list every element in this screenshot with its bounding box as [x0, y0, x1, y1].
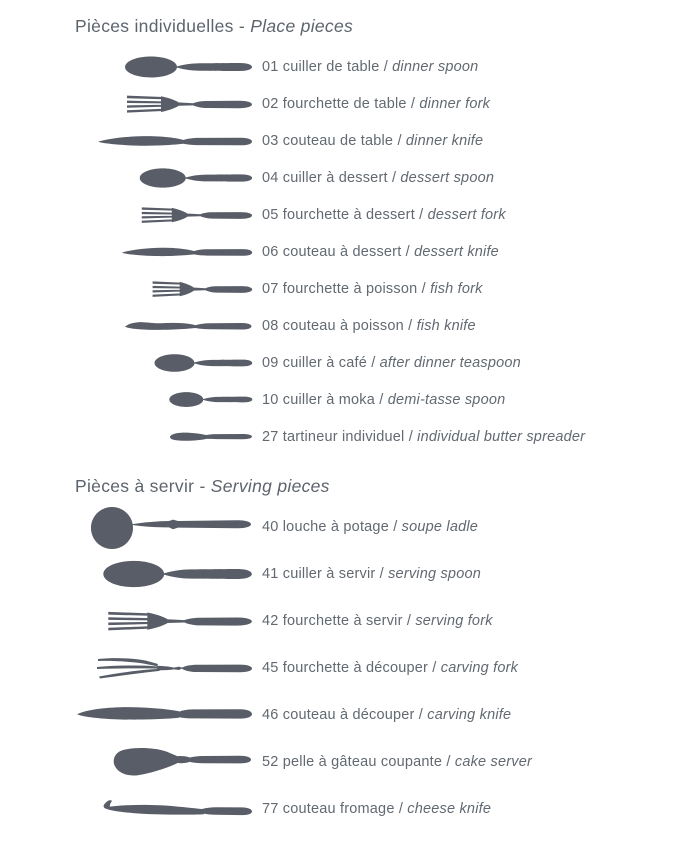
item-name-fr: couteau à dessert [282, 243, 402, 260]
icon-cell [0, 353, 253, 373]
fish-fork-icon [151, 279, 253, 299]
item-row-08 [0, 307, 674, 344]
after-dinner-teaspoon-icon [153, 353, 253, 373]
item-name-en: carving fork [440, 659, 519, 676]
separator: / [432, 659, 437, 676]
icon-cell [0, 205, 253, 225]
item-row-09 [0, 344, 674, 381]
item-label [262, 59, 478, 75]
item-label [262, 707, 511, 723]
item-row-05 [0, 196, 674, 233]
section-title-fr: Pièces individuelles [75, 16, 234, 36]
item-code: 05 [262, 206, 279, 223]
icon-cell [0, 279, 253, 299]
item-code: 46 [262, 706, 279, 723]
cheese-knife-icon [96, 798, 253, 820]
item-row-03 [0, 122, 674, 159]
item-name-fr: louche à potage [282, 518, 389, 535]
soup-ladle-icon [89, 504, 253, 550]
icon-cell [0, 430, 253, 443]
item-code: 07 [262, 280, 279, 297]
item-code: 52 [262, 753, 279, 770]
item-name-en: demi-tasse spoon [387, 391, 506, 408]
item-name-fr: fourchette à découper [282, 659, 429, 676]
icon-cell [0, 133, 253, 149]
separator: / [391, 169, 397, 186]
cake-server-icon [111, 745, 253, 779]
item-name-fr: couteau à découper [282, 706, 415, 723]
item-row-42 [0, 597, 674, 644]
item-code: 06 [262, 243, 279, 260]
item-name-fr: couteau fromage [282, 800, 395, 817]
item-code: 42 [262, 612, 279, 629]
dessert-fork-icon [140, 205, 253, 225]
item-label [262, 281, 483, 297]
item-row-45 [0, 644, 674, 691]
item-name-fr: fourchette à servir [282, 612, 403, 629]
item-name-en: dessert knife [414, 243, 499, 260]
dinner-spoon-icon [123, 55, 253, 79]
icon-cell [0, 93, 253, 115]
item-name-en: serving fork [415, 612, 493, 629]
item-name-en: fish knife [416, 317, 476, 334]
item-code: 01 [262, 58, 279, 75]
item-label [262, 318, 476, 334]
item-label [262, 801, 491, 817]
title-separator: - [199, 476, 206, 496]
item-code: 04 [262, 169, 279, 186]
item-name-en: cake server [454, 753, 533, 770]
item-name-en: dinner knife [405, 132, 484, 149]
place-pieces-list [0, 48, 674, 455]
item-label [262, 96, 490, 112]
separator: / [446, 753, 451, 770]
item-name-fr: cuiller à café [282, 354, 367, 371]
item-name-fr: cuiller à moka [282, 391, 376, 408]
icon-cell [0, 55, 253, 79]
item-row-10 [0, 381, 674, 418]
item-name-en: soupe ladle [401, 518, 479, 535]
separator: / [371, 354, 376, 371]
item-name-fr: couteau à poisson [282, 317, 404, 334]
section-title-serving-pieces [0, 476, 674, 497]
item-name-en: individual butter spreader [417, 428, 586, 445]
item-label [262, 170, 494, 186]
item-row-04 [0, 159, 674, 196]
item-name-en: serving spoon [388, 565, 481, 582]
item-row-41 [0, 550, 674, 597]
icon-cell [0, 609, 253, 633]
item-row-40 [0, 503, 674, 550]
separator: / [398, 800, 404, 817]
item-name-fr: cuiller à dessert [282, 169, 388, 186]
dessert-spoon-icon [138, 167, 253, 189]
dinner-fork-icon [125, 93, 253, 115]
item-row-02 [0, 85, 674, 122]
item-code: 09 [262, 354, 279, 371]
item-label [262, 244, 499, 260]
item-label [262, 355, 521, 371]
item-label [262, 660, 518, 676]
section-title-en: Place pieces [250, 16, 354, 36]
item-label [262, 133, 483, 149]
serving-fork-icon [106, 609, 253, 633]
item-name-fr: cuiller de table [282, 58, 380, 75]
item-label [262, 519, 478, 535]
item-label [262, 207, 506, 223]
item-code: 40 [262, 518, 279, 535]
item-code: 03 [262, 132, 279, 149]
icon-cell [0, 391, 253, 408]
separator: / [379, 391, 384, 408]
item-name-en: dinner fork [419, 95, 491, 112]
item-name-fr: pelle à gâteau coupante [282, 753, 443, 770]
item-name-fr: tartineur individuel [282, 428, 405, 445]
section-title-place-pieces [0, 0, 674, 37]
item-label [262, 566, 481, 582]
section-title-en: Serving pieces [210, 476, 330, 496]
item-label [262, 754, 532, 770]
item-name-fr: fourchette à poisson [282, 280, 418, 297]
icon-cell [0, 167, 253, 189]
icon-cell [0, 504, 253, 550]
icon-cell [0, 745, 253, 779]
item-row-27 [0, 418, 674, 455]
carving-fork-icon [96, 655, 253, 681]
dinner-knife-icon [97, 133, 253, 149]
item-name-en: dessert fork [427, 206, 506, 223]
item-label [262, 392, 505, 408]
separator: / [406, 612, 412, 629]
separator: / [408, 428, 413, 445]
separator: / [379, 565, 384, 582]
item-row-46 [0, 691, 674, 738]
item-name-fr: cuiller à servir [282, 565, 376, 582]
serving-pieces-list [0, 503, 674, 832]
item-label [262, 429, 585, 445]
fish-knife-icon [123, 318, 253, 333]
item-name-en: after dinner teaspoon [379, 354, 521, 371]
item-code: 08 [262, 317, 279, 334]
item-row-07 [0, 270, 674, 307]
separator: / [405, 243, 410, 260]
item-name-en: dessert spoon [400, 169, 495, 186]
item-code: 02 [262, 95, 279, 112]
item-row-52 [0, 738, 674, 785]
item-name-fr: couteau de table [282, 132, 394, 149]
serving-spoon-icon [101, 559, 253, 589]
item-name-fr: fourchette de table [282, 95, 407, 112]
item-name-en: dinner spoon [392, 58, 479, 75]
item-row-77 [0, 785, 674, 832]
title-separator: - [238, 16, 246, 36]
butter-spreader-icon [168, 430, 253, 443]
dessert-knife-icon [121, 245, 253, 259]
item-row-06 [0, 233, 674, 270]
item-name-en: carving knife [427, 706, 512, 723]
item-name-en: cheese knife [407, 800, 492, 817]
icon-cell [0, 704, 253, 726]
item-row-01 [0, 48, 674, 85]
separator: / [408, 317, 413, 334]
icon-cell [0, 798, 253, 820]
demi-tasse-spoon-icon [168, 391, 253, 408]
separator: / [418, 706, 424, 723]
icon-cell [0, 559, 253, 589]
item-code: 41 [262, 565, 279, 582]
item-label [262, 613, 493, 629]
separator: / [410, 95, 416, 112]
item-name-fr: fourchette à dessert [282, 206, 415, 223]
separator: / [393, 518, 398, 535]
icon-cell [0, 245, 253, 259]
icon-cell [0, 318, 253, 333]
item-code: 77 [262, 800, 279, 817]
separator: / [421, 280, 426, 297]
icon-cell [0, 655, 253, 681]
separator: / [419, 206, 424, 223]
item-code: 10 [262, 391, 279, 408]
item-code: 45 [262, 659, 279, 676]
separator: / [383, 58, 388, 75]
item-code: 27 [262, 428, 279, 445]
section-title-fr: Pièces à servir [75, 476, 195, 496]
item-name-en: fish fork [430, 280, 483, 297]
separator: / [397, 132, 402, 149]
carving-knife-icon [76, 704, 253, 726]
